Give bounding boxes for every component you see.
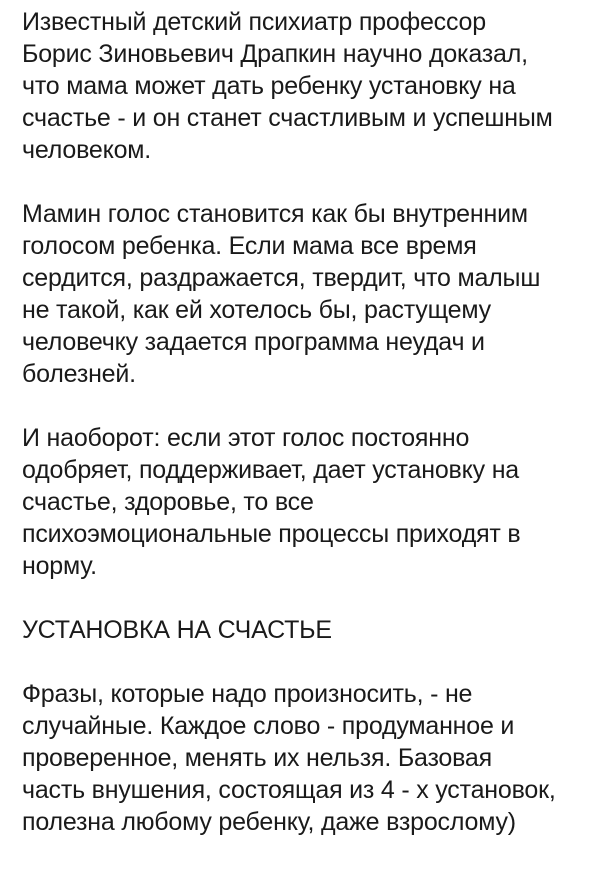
text-line: психоэмоциональные процессы приходят в: [22, 520, 521, 548]
text-line: Борис Зиновьевич Драпкин научно доказал,: [22, 40, 528, 68]
text-line: Мамин голос становится как бы внутренним: [22, 200, 528, 228]
text-line: проверенное, менять их нельзя. Базовая: [22, 744, 492, 772]
text-line: счастье, здоровье, то все: [22, 488, 314, 516]
text-line: голосом ребенка. Если мама все время: [22, 232, 477, 260]
text-line: полезна любому ребенку, даже взрослому): [22, 808, 516, 836]
text-line: Фразы, которые надо произносить, - не: [22, 680, 473, 708]
text-line: случайные. Каждое слово - продуманное и: [22, 712, 515, 740]
text-line: не такой, как ей хотелось бы, растущему: [22, 296, 491, 324]
paragraph-conversely: [22, 422, 594, 582]
section-heading: [22, 614, 594, 646]
text-line: Известный детский психиатр профессор: [22, 8, 486, 36]
article-text: [22, 6, 594, 870]
text-line: человечку задается программа неудач и: [22, 328, 485, 356]
text-line: норму.: [22, 552, 97, 580]
text-line: что мама может дать ребенку установку на: [22, 72, 516, 100]
text-line: часть внушения, состоящая из 4 - х установок,: [22, 776, 556, 804]
paragraph-intro: [22, 6, 594, 166]
text-line: И наоборот: если этот голос постоянно: [22, 424, 470, 452]
text-line: одобряет, поддерживает, дает установку на: [22, 456, 520, 484]
heading-text: УСТАНОВКА НА СЧАСТЬЕ: [22, 616, 332, 644]
paragraph-mother-voice: [22, 198, 594, 390]
paragraph-phrases: [22, 678, 594, 838]
text-line: счастье - и он станет счастливым и успешным: [22, 104, 553, 132]
text-line: человеком.: [22, 136, 152, 164]
text-line: болезней.: [22, 360, 136, 388]
text-line: сердится, раздражается, твердит, что малыш: [22, 264, 541, 292]
